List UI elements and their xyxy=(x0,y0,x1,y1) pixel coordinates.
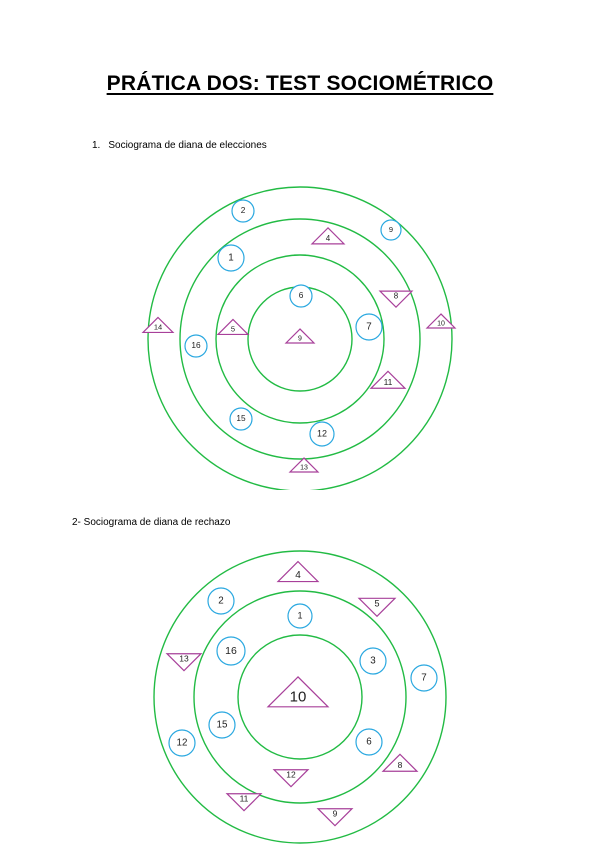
election-target-sociogram xyxy=(0,180,600,490)
node-label: 5 xyxy=(374,598,380,609)
node-label: 13 xyxy=(179,653,189,664)
node-circle-7 xyxy=(356,314,382,340)
node-circle-15 xyxy=(230,408,252,430)
node-circle-1 xyxy=(288,604,312,628)
node-triangle-8 xyxy=(380,291,412,307)
section-1-heading-text: Sociograma de diana de elecciones xyxy=(108,140,267,151)
node-circle-12 xyxy=(310,422,334,446)
node-label: 12 xyxy=(286,769,296,780)
node-triangle-13 xyxy=(167,654,201,671)
node-label: 16 xyxy=(191,340,201,351)
node-triangle-11 xyxy=(227,794,261,811)
node-label: 2 xyxy=(218,595,224,607)
node-label: 8 xyxy=(393,291,399,301)
node-triangle-10 xyxy=(268,677,328,707)
section-1-number: 1. xyxy=(92,140,101,151)
page-title: PRÁTICA DOS: TEST SOCIOMÉTRICO xyxy=(106,72,494,95)
node-circle-7 xyxy=(411,665,437,691)
node-label: 9 xyxy=(332,808,338,819)
node-label: 12 xyxy=(316,428,328,439)
node-triangle-9 xyxy=(318,809,352,826)
node-circle-6 xyxy=(356,729,382,755)
node-triangle-4 xyxy=(278,562,318,582)
node-label: 10 xyxy=(289,688,307,706)
node-label: 10 xyxy=(437,320,445,328)
node-label: 4 xyxy=(295,569,301,581)
node-label: 6 xyxy=(366,736,372,748)
node-triangle-9 xyxy=(286,329,314,343)
node-label: 6 xyxy=(298,290,304,301)
node-label: 15 xyxy=(216,719,228,731)
section-2-heading: 2- Sociograma de diana de rechazo xyxy=(72,517,231,528)
node-circle-2 xyxy=(208,588,234,614)
section-1-heading xyxy=(92,140,267,151)
node-label: 9 xyxy=(298,335,302,343)
node-triangle-14 xyxy=(143,317,173,332)
node-label: 9 xyxy=(388,224,394,234)
node-circle-6 xyxy=(290,285,312,307)
node-label: 3 xyxy=(370,655,376,667)
rejection-target-sociogram xyxy=(0,545,600,848)
node-label: 7 xyxy=(366,321,372,333)
node-label: 11 xyxy=(383,377,393,388)
node-circle-9 xyxy=(381,220,401,240)
node-label: 16 xyxy=(225,644,237,657)
node-label: 5 xyxy=(230,324,236,334)
node-triangle-5 xyxy=(218,319,248,334)
node-label: 11 xyxy=(239,793,249,804)
node-circle-2 xyxy=(232,200,254,222)
node-triangle-12 xyxy=(274,770,308,787)
node-label: 12 xyxy=(176,737,188,749)
node-circle-16 xyxy=(217,637,245,665)
node-label: 2 xyxy=(240,205,246,216)
node-label: 1 xyxy=(228,252,234,264)
node-label: 1 xyxy=(297,610,303,621)
node-circle-3 xyxy=(360,648,386,674)
node-label: 4 xyxy=(325,233,331,243)
node-label: 8 xyxy=(397,760,403,771)
node-circle-16 xyxy=(185,335,207,357)
node-label: 15 xyxy=(236,413,246,424)
node-label: 13 xyxy=(300,464,308,472)
node-circle-12 xyxy=(169,730,195,756)
node-triangle-13 xyxy=(290,458,318,472)
node-label: 14 xyxy=(153,322,163,332)
node-circle-15 xyxy=(209,712,235,738)
node-circle-1 xyxy=(218,245,244,271)
node-label: 7 xyxy=(421,672,427,684)
node-triangle-4 xyxy=(312,228,344,244)
